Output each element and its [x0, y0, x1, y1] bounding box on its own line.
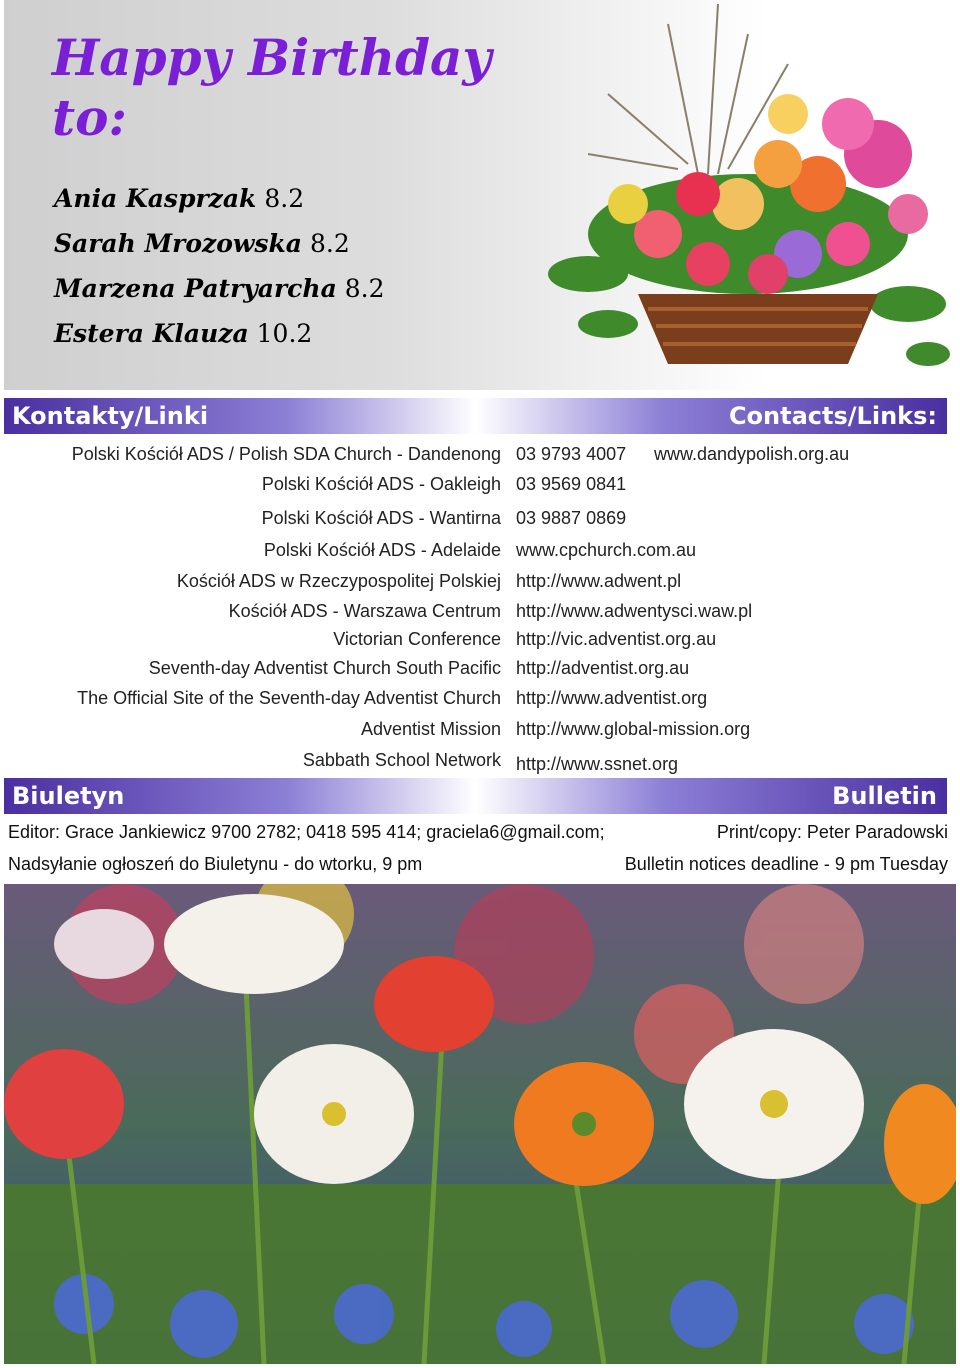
contact-name: Seventh-day Adventist Church South Pacific [148, 658, 501, 678]
contact-link[interactable]: http://www.adventist.org [516, 688, 708, 708]
contact-link[interactable]: http://www.global-mission.org [516, 719, 751, 739]
contact-name: Sabbath School Network [302, 750, 501, 770]
birthday-item [54, 266, 385, 311]
contact-name: Kościół ADS w Rzeczypospolitej Polskiej [176, 571, 501, 591]
contact-row [0, 472, 960, 496]
contact-name: Polski Kościół ADS - Wantirna [261, 508, 501, 528]
birthday-item [54, 221, 385, 266]
contact-row [0, 748, 960, 772]
birthday-date: 8.2 [310, 229, 350, 258]
contact-row [0, 717, 960, 741]
birthday-list [54, 176, 385, 356]
contact-link[interactable]: http://adventist.org.au [516, 658, 690, 678]
contact-link[interactable]: http://www.ssnet.org [516, 754, 679, 774]
contact-row [0, 442, 960, 466]
contact-info: 03 9793 4007 [516, 444, 627, 464]
contact-row [0, 656, 960, 680]
birthday-date: 8.2 [264, 184, 305, 213]
bulletin-heading-pl: Biuletyn [12, 782, 125, 810]
contact-name: The Official Site of the Seventh-day Adventist Church [77, 688, 501, 708]
poppies-photo [4, 884, 956, 1364]
bulletin-deadline-pl: Nadsyłanie ogłoszeń do Biuletynu - do wtorku, 9 pm [8, 854, 423, 874]
flower-basket-image [548, 4, 952, 384]
contact-row [0, 686, 960, 710]
contact-link[interactable]: http://www.adwentysci.waw.pl [516, 601, 753, 621]
contact-phone: 03 9887 0869 [516, 508, 627, 528]
contact-link[interactable]: http://vic.adventist.org.au [516, 629, 717, 649]
contacts-heading-en: Contacts/Links: [728, 402, 937, 430]
contact-row [0, 569, 960, 593]
contacts-header-bar [4, 398, 947, 434]
birthday-date: 10.2 [256, 319, 313, 348]
birthday-title: Happy Birthday to: [52, 28, 492, 147]
birthday-item [54, 176, 385, 221]
contact-link[interactable]: www.cpchurch.com.au [516, 540, 697, 560]
birthday-date: 8.2 [344, 274, 385, 303]
contact-name: Polski Kościół ADS - Oakleigh [261, 474, 501, 494]
birthday-name: Sarah Mrozowska [54, 229, 303, 258]
bulletin-header-bar [4, 778, 947, 814]
contact-name: Victorian Conference [333, 629, 501, 649]
contact-row [0, 627, 960, 651]
contact-name: Kościół ADS - Warszawa Centrum [228, 601, 501, 621]
bulletin-deadline-en: Bulletin notices deadline - 9 pm Tuesday [624, 854, 948, 874]
contacts-heading-pl: Kontakty/Linki [12, 402, 209, 430]
bulletin-print: Print/copy: Peter Paradowski [716, 822, 948, 842]
contact-phone: 03 9569 0841 [516, 474, 627, 494]
birthday-item [54, 311, 385, 356]
contact-name: Adventist Mission [360, 719, 501, 739]
contact-row [0, 538, 960, 562]
contact-name: Polski Kościół ADS - Adelaide [263, 540, 501, 560]
bulletin-heading-en: Bulletin [832, 782, 937, 810]
contact-row [0, 599, 960, 623]
contact-name: Polski Kościół ADS / Polish SDA Church - Dandenong [71, 444, 501, 464]
contact-website[interactable]: www.dandypolish.org.au [654, 444, 850, 464]
contact-row [0, 506, 960, 530]
contact-link[interactable]: http://www.adwent.pl [516, 571, 682, 591]
birthday-name: Ania Kasprzak [54, 184, 257, 213]
birthday-name: Estera Klauza [54, 319, 249, 348]
birthday-name: Marzena Patryarcha [54, 274, 337, 303]
bulletin-editor: Editor: Grace Jankiewicz 9700 2782; 0418 595 414; graciela6@gmail.com; [8, 822, 605, 842]
